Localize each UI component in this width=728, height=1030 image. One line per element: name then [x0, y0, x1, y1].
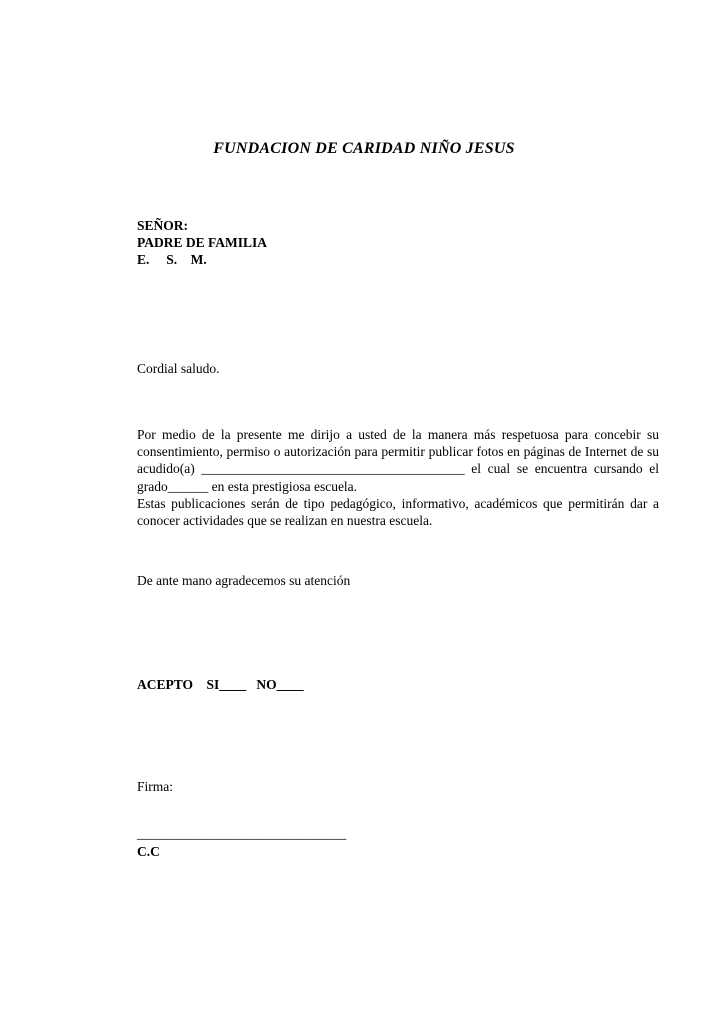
signature-line: _______________________________	[137, 826, 347, 841]
letter-body	[137, 426, 659, 529]
addressee-line-1: SEÑOR:	[137, 218, 189, 233]
body-paragraph-2: Estas publicaciones serán de tipo pedagógico, informativo, académicos que permitirán dar a conocer actividades que se realizan en nuestra escuela.	[137, 495, 659, 529]
document-title: FUNDACION DE CARIDAD NIÑO JESUS	[213, 140, 515, 157]
addressee-block	[137, 217, 267, 268]
cc-label: C.C	[137, 844, 160, 859]
addressee-line-3: E. S. M.	[137, 252, 207, 267]
closing-line: De ante mano agradecemos su atención	[137, 573, 351, 588]
signature-label: Firma:	[137, 779, 173, 794]
addressee-line-2: PADRE DE FAMILIA	[137, 235, 267, 250]
greeting: Cordial saludo.	[137, 361, 220, 376]
acceptance-line: ACEPTO SI____ NO____	[137, 677, 304, 692]
body-paragraph-1: Por medio de la presente me dirijo a usted de la manera más respetuosa para concebir su consentimiento, permiso o autorización para permitir publicar fotos en páginas de Internet de su acudido(a) _______________________________________ el cual se encuentra cursando el grado______ en esta prestigiosa escuela.	[137, 427, 659, 494]
